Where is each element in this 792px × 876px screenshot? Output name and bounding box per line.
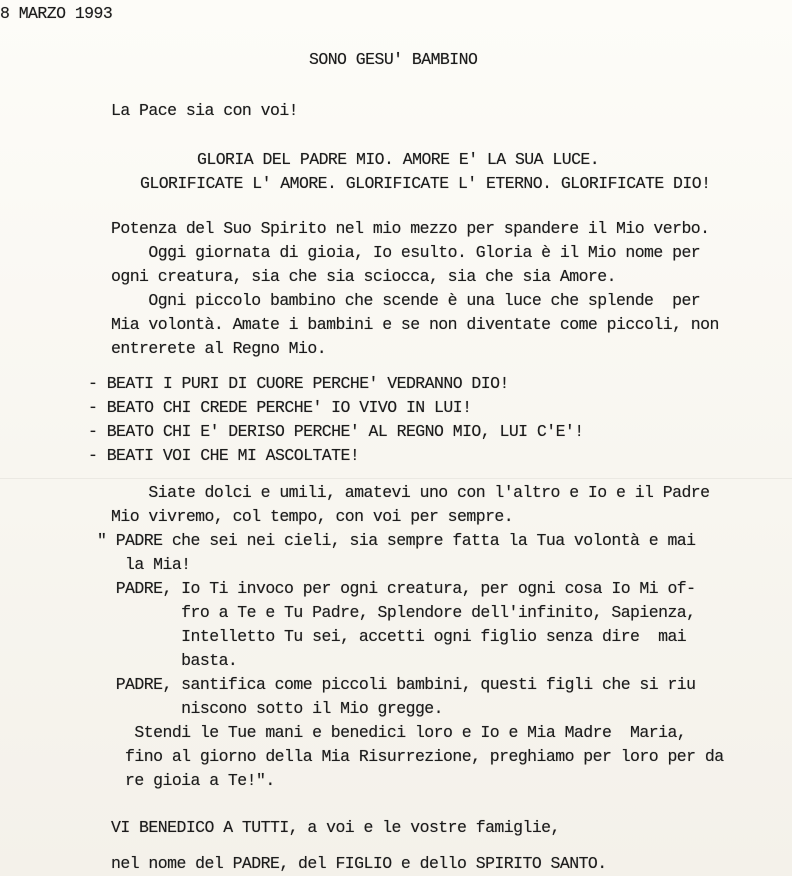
prayer-line: " PADRE che sei nei cieli, sia sempre fatta la Tua volontà e mai xyxy=(97,531,696,550)
document-date: 8 MARZO 1993 xyxy=(0,4,113,23)
beatitude-item: - BEATO CHI CREDE PERCHE' IO VIVO IN LUI! xyxy=(88,398,472,417)
gloria-line-2: GLORIFICATE L' AMORE. GLORIFICATE L' ETERNO. GLORIFICATE DIO! xyxy=(140,174,711,193)
prayer-line: PADRE, Io Ti invoco per ogni creatura, per ogni cosa Io Mi of- xyxy=(97,579,696,598)
beatitude-item: - BEATI VOI CHE MI ASCOLTATE! xyxy=(88,446,360,465)
paper-fold xyxy=(0,478,792,479)
paragraph-line: entrerete al Regno Mio. xyxy=(111,339,327,358)
prayer-line: fino al giorno della Mia Risurrezione, preghiamo per loro per da xyxy=(97,747,724,766)
document-title: SONO GESU' BAMBINO xyxy=(309,50,478,69)
closing-benediction: nel nome del PADRE, del FIGLIO e dello SPIRITO SANTO. xyxy=(111,854,607,873)
prayer-line: Stendi le Tue mani e benedici loro e Io e Mia Madre Maria, xyxy=(97,723,687,742)
paragraph-line: Oggi giornata di gioia, Io esulto. Gloria è il Mio nome per xyxy=(111,243,701,262)
paragraph-line: Mia volontà. Amate i bambini e se non diventate come piccoli, non xyxy=(111,315,719,334)
prayer-line: re gioia a Te!". xyxy=(97,771,275,790)
beatitude-item: - BEATO CHI E' DERISO PERCHE' AL REGNO MIO, LUI C'E'! xyxy=(88,422,584,441)
prayer-line: niscono sotto il Mio gregge. xyxy=(97,699,444,718)
paragraph-line: Mio vivremo, col tempo, con voi per sempre. xyxy=(111,507,514,526)
prayer-line: PADRE, santifica come piccoli bambini, questi figli che si riu xyxy=(97,675,696,694)
prayer-line: Intelletto Tu sei, accetti ogni figlio senza dire mai xyxy=(97,627,687,646)
paragraph-line: Siate dolci e umili, amatevi uno con l'altro e Io e il Padre xyxy=(111,483,710,502)
gloria-line-1: GLORIA DEL PADRE MIO. AMORE E' LA SUA LUCE. xyxy=(197,150,600,169)
closing-blessing: VI BENEDICO A TUTTI, a voi e le vostre famiglie, xyxy=(111,818,560,837)
paragraph-line: Potenza del Suo Spirito nel mio mezzo per spandere il Mio verbo. xyxy=(111,219,710,238)
prayer-line: fro a Te e Tu Padre, Splendore dell'infinito, Sapienza, xyxy=(97,603,696,622)
paragraph-line: ogni creatura, sia che sia sciocca, sia che sia Amore. xyxy=(111,267,616,286)
prayer-line: la Mia! xyxy=(97,555,191,574)
beatitude-item: - BEATI I PURI DI CUORE PERCHE' VEDRANNO DIO! xyxy=(88,374,509,393)
paragraph-line: Ogni piccolo bambino che scende è una luce che splende per xyxy=(111,291,701,310)
greeting: La Pace sia con voi! xyxy=(111,101,299,120)
prayer-line: basta. xyxy=(97,651,238,670)
